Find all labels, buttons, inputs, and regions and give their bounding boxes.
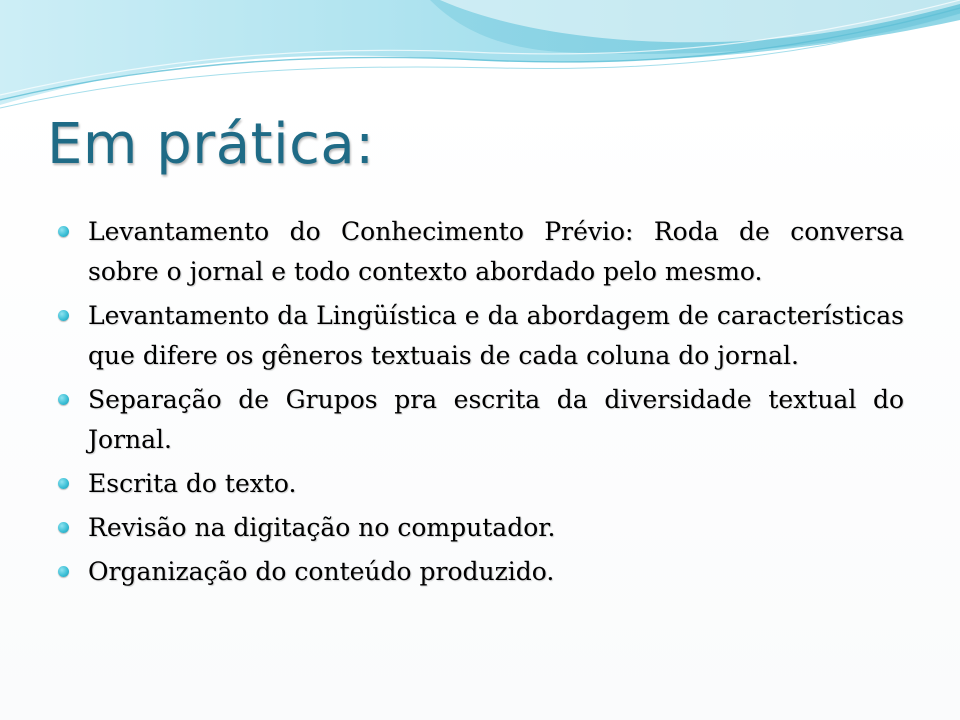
bullet-text: Separação de Grupos pra escrita da diversidade textual do Jornal.: [88, 385, 904, 454]
bullet-item: [58, 508, 904, 548]
bullet-text: Levantamento da Lingüística e da abordagem de características que difere os gêneros textuais de cada coluna do jornal.: [88, 301, 904, 370]
bullet-dot-icon: [58, 226, 69, 237]
bullet-text: Organização do conteúdo produzido.: [88, 557, 555, 586]
bullet-list: [58, 212, 904, 596]
bullet-item: [58, 212, 904, 292]
bullet-dot-icon: [58, 566, 69, 577]
header-wave-decoration: [0, 0, 960, 115]
bullet-dot-icon: [58, 394, 69, 405]
bullet-text: Levantamento do Conhecimento Prévio: Roda de conversa sobre o jornal e todo contexto abordado pelo mesmo.: [88, 217, 904, 286]
bullet-dot-icon: [58, 310, 69, 321]
bullet-dot-icon: [58, 478, 69, 489]
bullet-item: [58, 380, 904, 460]
bullet-dot-icon: [58, 522, 69, 533]
bullet-item: [58, 464, 904, 504]
bullet-item: [58, 552, 904, 592]
bullet-text: Escrita do texto.: [88, 469, 297, 498]
bullet-item: [58, 296, 904, 376]
bullet-text: Revisão na digitação no computador.: [88, 513, 556, 542]
slide-title: Em prática:: [47, 112, 375, 177]
